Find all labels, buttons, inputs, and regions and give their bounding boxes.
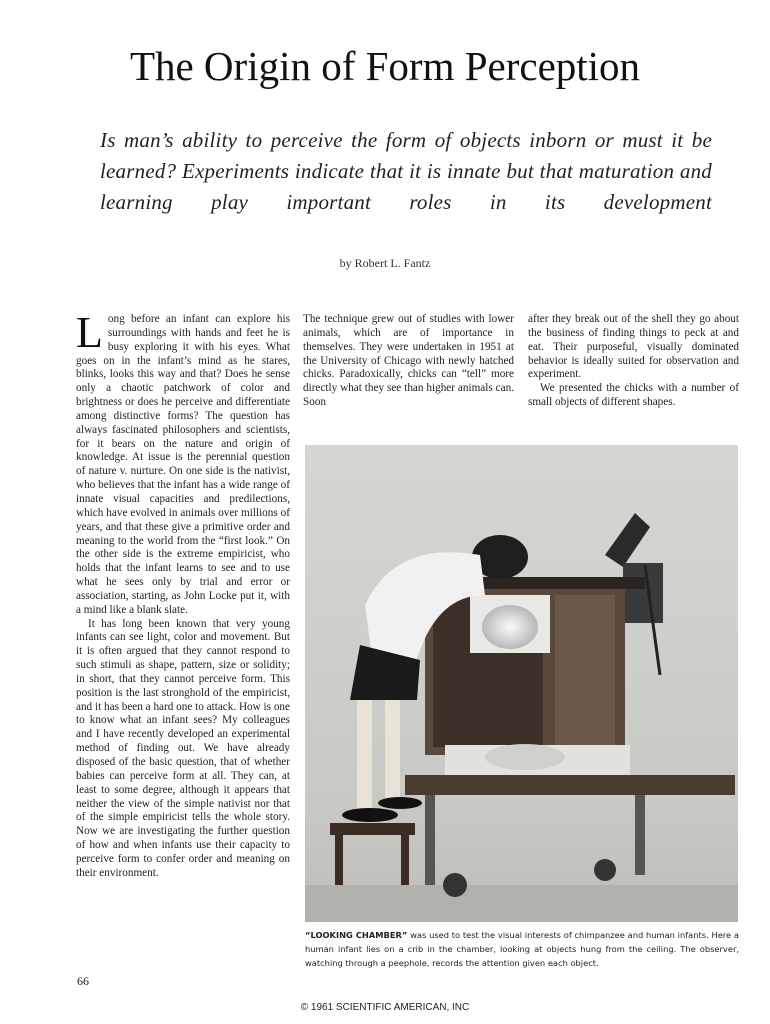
copyright-notice: © 1961 SCIENTIFIC AMERICAN, INC (300, 1002, 470, 1013)
body-column-3 (528, 313, 739, 410)
looking-chamber-photo (305, 445, 738, 922)
paragraph-text: ong before an infant can explore his surroundings with hands and feet he is busy exploring it with his eyes. What goes on in the infant’s mind as he stares, blinks, looks this way and that? Does he sense only a chaotic patchwork of color and brightness or does he perceive and differentiate among distinctive forms? The question has always fascinated philosophers and scientists, for it bears on the nature and origin of knowledge. At issue is the perennial question of nature v. nurture. On one side is the nativist, who believes that the infant has a wide range of innate visual capacities and predilections, which have evolved in animals over millions of years, and that these give a primitive order and meaning to the world from the “first look.” On the other side is the extreme empiricist, who holds that the infant learns to see and to use what he sees only by trial and error or association, starting, as John Locke put it, with a mind like a blank slate. (76, 313, 290, 616)
page-number: 66 (77, 974, 89, 988)
paragraph: We presented the chicks with a number of small objects of different shapes. (528, 382, 739, 409)
caption-lead: “LOOKING CHAMBER” (305, 930, 408, 940)
caption-text: was used to test the visual interests of chimpanzee and human infants. Here a human infant lies on a crib in the chamber, looking at objects hung from the ceiling. The observer, watching through a peephole, records the attention given each object. (305, 930, 739, 969)
paragraph: after they break out of the shell they go about the business of finding things to peck at and eat. Their purposeful, visually dominated behavior is ideally suited for observation and experiment. (528, 313, 739, 381)
article-title: The Origin of Form Perception (129, 43, 641, 89)
paragraph (76, 308, 290, 618)
paragraph: It has long been known that very young infants can see light, color and movement. But it is often argued that they cannot respond to such stimuli as shape, pattern, size or solidity; in short, that they cannot perceive form. This position is the last stronghold of the empiricist, and it has been a hard one to attack. How is one to know what an infant sees? My colleagues and I have recently developed an experimental method of finding out. We have already disposed of the basic question, that of whether babies can perceive form at all. They can, at least to some degree, although it appears that neither the view of the simple nativist nor that of the simple empiricist tells the whole story. Now we are investigating the further question of how and when infants use their capacity to perceive form to confer order and meaning on their environment. (76, 617, 290, 879)
figure-caption (305, 928, 739, 971)
byline: by Robert L. Fantz (339, 256, 431, 270)
drop-cap: L (76, 308, 103, 357)
body-column-1 (76, 308, 290, 881)
body-column-2 (303, 313, 514, 410)
paragraph: The technique grew out of studies with lower animals, which are of importance in themselves. They were undertaken in 1951 at the University of Chicago with newly hatched chicks. Paradoxically, chicks can “tell” more directly what they see than higher animals can. Soon (303, 313, 514, 409)
article-deck: Is man’s ability to perceive the form of objects inborn or must it be learned? Experiments indicate that it is innate but that maturation and learning play important roles in its development (100, 128, 712, 214)
